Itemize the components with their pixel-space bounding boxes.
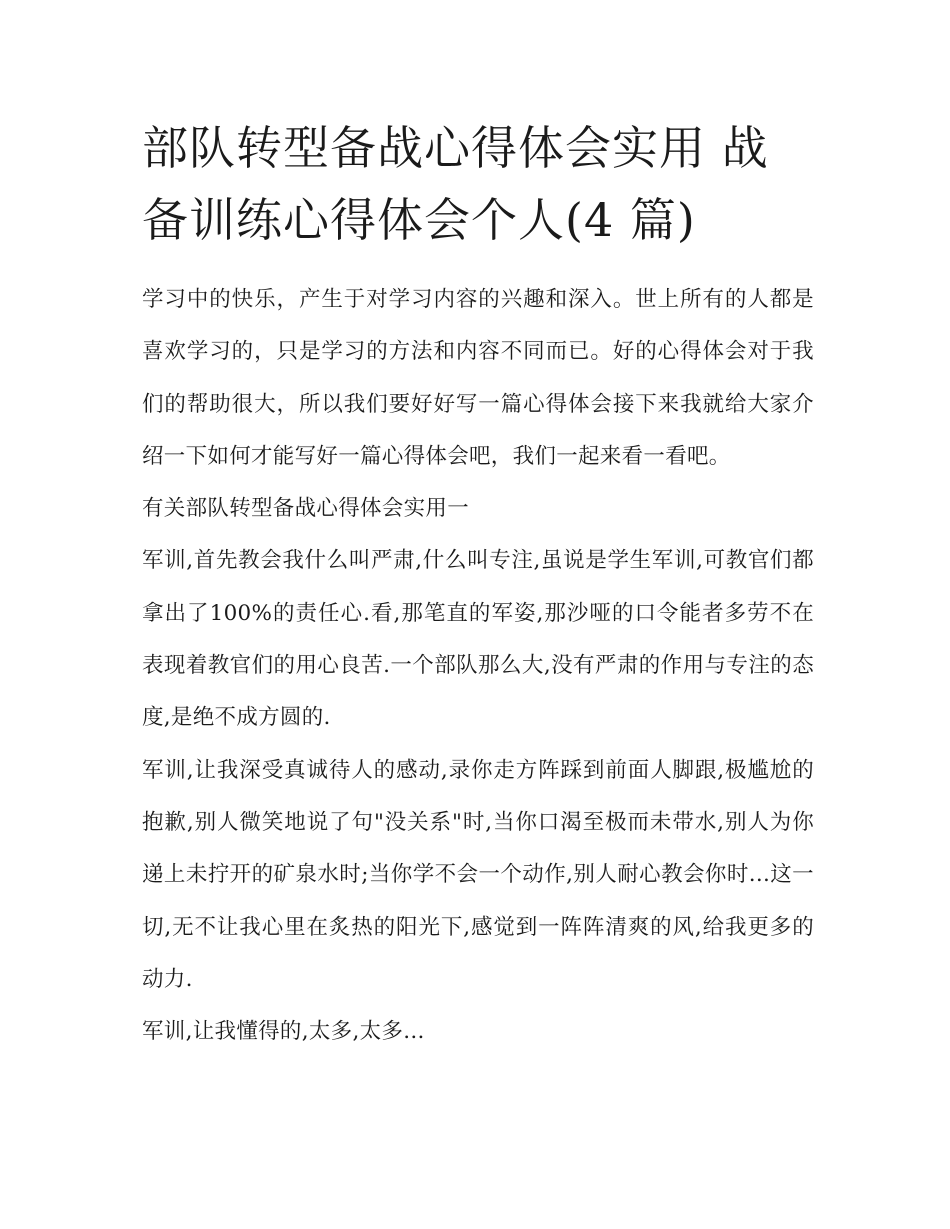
body-paragraph: 军训,让我懂得的,太多,太多... bbox=[142, 1019, 425, 1045]
intro-paragraph: 学习中的快乐，产生于对学习内容的兴趣和深入。世上所有的人都是喜欢学习的，只是学习的方法和内容不同而已。好的心得体会对于我们的帮助很大，所以我们要好好写一篇心得体会接下来我就给大家介绍一下如何才能写好一篇心得体会吧，我们一起来看一看吧。 bbox=[142, 287, 814, 469]
document-page bbox=[142, 112, 814, 1058]
body-paragraph: 军训,首先教会我什么叫严肃,什么叫专注,虽说是学生军训,可教官们都拿出了100%的责任心.看,那笔直的军姿,那沙哑的口令能者多劳不在表现着教官们的用心良苦.一个部队那么大,没有严肃的作用与专注的态度,是绝不成方圆的. bbox=[142, 548, 814, 731]
section-heading: 有关部队转型备战心得体会实用一 bbox=[142, 496, 470, 522]
document-title: 部队转型备战心得体会实用 战备训练心得体会个人(4 篇) bbox=[142, 121, 769, 247]
body-paragraph: 军训,让我深受真诚待人的感动,录你走方阵踩到前面人脚跟,极尴尬的抱歉,别人微笑地说了句"没关系"时,当你口渴至极而未带水,别人为你递上未拧开的矿泉水时;当你学不会一个动作,别人耐心教会你时...这一切,无不让我心里在炙热的阳光下,感觉到一阵阵清爽的风,给我更多的动力. bbox=[142, 757, 814, 992]
